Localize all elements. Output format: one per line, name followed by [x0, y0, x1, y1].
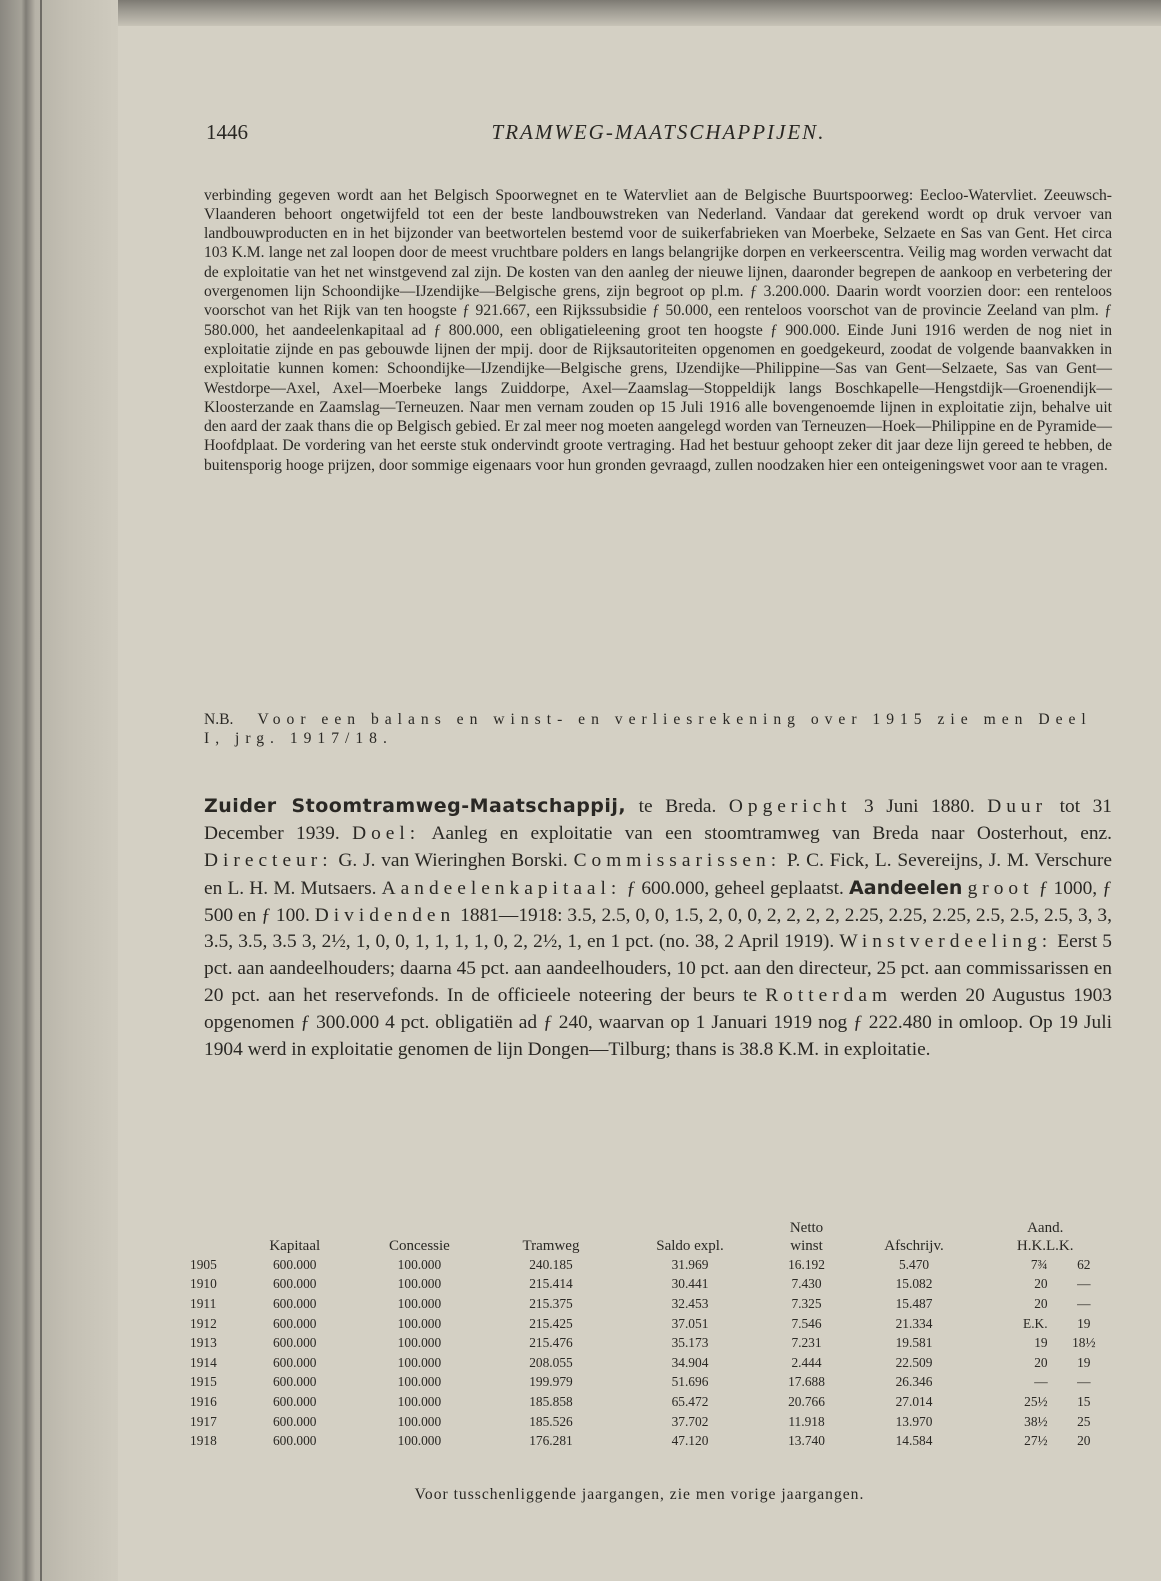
company-location: te Breda. — [626, 796, 729, 818]
kapitaal-cell: 600.000 — [272, 1413, 317, 1429]
duur-value: tot 31 December 1939. — [204, 796, 1113, 845]
saldo-cell: 51.696 — [671, 1374, 709, 1390]
afschrijv-cell: 22.509 — [895, 1354, 933, 1370]
nb-prefix: N.B. — [204, 710, 234, 728]
tramweg-cell: 215.414 — [529, 1276, 573, 1292]
kapitaal-cell: 600.000 — [272, 1276, 317, 1292]
tramweg-cell: 208.055 — [529, 1354, 573, 1370]
winstverdeeling-value: Eerst 5 pct. aan aandeelhouders; daarna 45 pct. aan aandeelhouders, 10 pct. aan den directeur, 25 pct. aan commissarissen en 20 pct. aan het reservefonds. In de officieele noteering der beurs te — [204, 931, 1113, 1006]
concessie-cell: 100.000 — [397, 1335, 442, 1351]
table-body — [190, 1255, 1110, 1451]
afschrijv-cell: 14.584 — [895, 1433, 933, 1449]
netto-cell: 20.766 — [788, 1393, 825, 1409]
netto-cell: 17.688 — [788, 1374, 825, 1390]
rotterdam-label: Rotterdam — [765, 984, 893, 1006]
groot-label: groot — [967, 877, 1034, 899]
concessie-cell: 100.000 — [397, 1374, 442, 1390]
concessie-cell: 100.000 — [397, 1433, 442, 1449]
kapitaal-cell: 600.000 — [272, 1374, 317, 1390]
directeur-value: G. J. van Wieringhen Borski. — [332, 849, 574, 871]
table-row — [190, 1275, 1110, 1295]
header-concessie: Concessie — [389, 1238, 450, 1254]
nb-note — [204, 710, 1112, 749]
footer-note: Voor tusschenliggende jaargangen, zie men vorige jaargangen. — [414, 1486, 865, 1503]
dividenden-label: Dividenden — [314, 904, 456, 926]
lk-cell: 19 — [1077, 1315, 1091, 1331]
hk-cell: — — [1034, 1374, 1048, 1390]
header-winst: winst — [790, 1238, 823, 1254]
hk-cell: 38½ — [1024, 1413, 1048, 1429]
year-cell: 1910 — [190, 1276, 217, 1292]
netto-cell: 7.325 — [791, 1295, 822, 1311]
hk-cell: 25½ — [1024, 1393, 1048, 1409]
afschrijv-cell: 27.014 — [895, 1393, 933, 1409]
kapitaal-value: ƒ 600.000, geheel geplaatst. — [621, 877, 850, 899]
kapitaal-cell: 600.000 — [272, 1393, 317, 1409]
scan-top-shadow — [118, 0, 1161, 26]
netto-cell: 7.546 — [791, 1315, 822, 1331]
kapitaal-cell: 600.000 — [272, 1354, 317, 1370]
table-row — [190, 1333, 1110, 1353]
year-cell: 1912 — [190, 1315, 217, 1331]
lk-cell: — — [1077, 1295, 1091, 1311]
concessie-cell: 100.000 — [397, 1295, 442, 1311]
saldo-cell: 47.120 — [671, 1433, 709, 1449]
lk-cell: 20 — [1077, 1433, 1091, 1449]
concessie-cell: 100.000 — [397, 1393, 442, 1409]
lk-cell: 15 — [1077, 1393, 1091, 1409]
scanned-book-edge — [0, 0, 118, 1581]
opgericht-value: 3 Juni 1880. — [851, 796, 988, 818]
saldo-cell: 34.904 — [671, 1354, 709, 1370]
table-row — [190, 1353, 1110, 1373]
netto-cell: 2.444 — [791, 1354, 822, 1370]
year-cell: 1915 — [190, 1374, 217, 1390]
kapitaal-cell: 600.000 — [272, 1433, 317, 1449]
doel-value: Aanleg en exploitatie van een stoomtramweg van Breda naar Oosterhout, enz. — [420, 823, 1112, 845]
page-number: 1446 — [206, 120, 248, 144]
saldo-cell: 30.441 — [671, 1276, 709, 1292]
year-cell: 1918 — [190, 1433, 217, 1449]
header-afschrijv: Afschrijv. — [884, 1238, 944, 1254]
lk-cell: 18½ — [1072, 1335, 1096, 1351]
page — [118, 26, 1161, 1581]
year-cell: 1914 — [190, 1354, 217, 1370]
table-row — [190, 1412, 1110, 1432]
netto-cell: 13.740 — [788, 1433, 825, 1449]
table-row — [190, 1314, 1110, 1334]
afschrijv-cell: 19.581 — [895, 1335, 933, 1351]
netto-cell: 16.192 — [788, 1256, 825, 1272]
tramweg-cell: 215.375 — [529, 1295, 573, 1311]
tramweg-cell: 199.979 — [529, 1374, 573, 1390]
header-hklk: H.K.L.K. — [1016, 1238, 1074, 1254]
tramweg-cell: 176.281 — [529, 1433, 573, 1449]
table-row — [190, 1294, 1110, 1314]
lk-cell: — — [1077, 1374, 1091, 1390]
company-rest: werden 20 Augustus 1903 opgenomen ƒ 300.000 4 pct. obligatiën ad ƒ 240, waarvan op 1 Januari 1919 nog ƒ 222.480 in omloop. Op 19 Juli 1904 werd in exploitatie genomen de lijn Dongen—Tilburg; thans is 38.8 K.M. in exploitatie. — [204, 984, 1113, 1060]
year-cell: 1911 — [190, 1295, 217, 1311]
header-aand: Aand. — [1027, 1220, 1064, 1236]
tramweg-cell: 185.526 — [529, 1413, 573, 1429]
tramweg-cell: 185.858 — [529, 1393, 573, 1409]
concessie-cell: 100.000 — [397, 1256, 442, 1272]
hk-cell: 20 — [1034, 1276, 1048, 1292]
concessie-cell: 100.000 — [397, 1276, 442, 1292]
financial-table — [190, 1219, 1110, 1451]
netto-cell: 11.918 — [788, 1413, 825, 1429]
winstverdeeling-label: Winstverdeeling: — [839, 931, 1053, 953]
header-netto: Netto — [789, 1220, 824, 1236]
opgericht-label: Opgericht — [728, 796, 852, 818]
table-header-row-2 — [190, 1237, 1110, 1255]
netto-cell: 7.430 — [791, 1276, 822, 1292]
hk-cell: 7¾ — [1030, 1256, 1048, 1272]
paragraph-continued: verbinding gegeven wordt aan het Belgisch Spoorwegnet en te Watervliet aan de Belgische Buurtspoorweg: Eecloo-Watervliet. Zeeuwsch-Vlaanderen behoort ongetwijfeld tot een der beste landbouwstreken van Nederland. Vandaar dat gerekend wordt op druk vervoer van landbouwproducten en in het bijzonder van beetwortelen bestemd voor de suikerfabrieken van Moerbeke, Selzaete en Sas van Gent. Het circa 103 K.M. lange net zal loopen door de meest vruchtbare polders en langs belangrijke dorpen en verkeerscentra. Veilig mag worden verwacht dat de exploitatie van het net winstgevend zal zijn. De kosten van den aanleg der nieuwe lijnen, daaronder begrepen de aankoop en verbetering der overgenomen lijn Schoondijke—IJzendijke—Belgische grens, zijn begroot op pl.m. ƒ 3.200.000. Daarin wordt voorzien door: een renteloos voorschot van het Rijk van ten hoogste ƒ 921.667, een Rijkssubsidie ƒ 50.000, een renteloos voorschot van de provincie Zeeland van plm. ƒ 580.000, het aandeelenkapitaal ad ƒ 800.000, een obligatieleening groot ten hoogste ƒ 900.000. Einde Juni 1916 werden de nog niet in exploitatie zijnde en pas gebouwde lijnen der mpij. door de Rijksautoriteiten opgenomen en goedgekeurd, zoodat de volgende baanvakken in exploitatie kunnen komen: Schoondijke—IJzendijke—Belgische grens, IJzendijke—Philippine—Sas van Gent—Selzaete, Sas van Gent—Westdorpe—Axel, Axel—Moerbeke langs Zuiddorpe, Axel—Zaamslag—Stoppeldijk langs Boschkapelle—Hengstdijk—Groenendijk—Kloosterzande en Zaamslag—Terneuzen. Naar men vernam zouden op 15 Juli 1916 alle bovengenoemde lijnen in exploitatie zijn, behalve uit den aard der zaak thans die op Belgisch gebied. Er zal meer nog moeten aangelegd worden van Terneuzen—Hoek—Philippine en de Pyramide—Hoofdplaat. De vordering van het eerste stuk ondervindt groote vertraging. Had het bestuur gehoopt zeker dit jaar deze lijn gereed te hebben, de buitensporig hooge prijzen, door sommige eigenaars voor hun gronden gevraagd, zullen noodzaken hier een onteigeningswet voor aan te vragen. — [204, 186, 1112, 474]
afschrijv-cell: 13.970 — [895, 1413, 933, 1429]
company-name: Zuider Stoomtramweg-Maatschappij, — [204, 795, 627, 818]
kapitaal-cell: 600.000 — [272, 1335, 317, 1351]
header-tramweg: Tramweg — [522, 1238, 580, 1254]
hk-cell: 20 — [1034, 1354, 1048, 1370]
kapitaal-cell: 600.000 — [272, 1315, 317, 1331]
commissarissen-label: Commissarissen: — [573, 849, 782, 871]
company-entry — [204, 793, 1112, 1063]
year-cell: 1917 — [190, 1413, 217, 1429]
table-row — [190, 1255, 1110, 1275]
saldo-cell: 37.051 — [671, 1315, 709, 1331]
saldo-cell: 32.453 — [671, 1295, 709, 1311]
duur-label: Duur — [987, 796, 1048, 818]
aandeelen-label: Aandeelen — [849, 876, 963, 899]
concessie-cell: 100.000 — [397, 1354, 442, 1370]
header-kapitaal: Kapitaal — [269, 1238, 321, 1254]
hk-cell: E.K. — [1023, 1315, 1048, 1331]
kapitaal-cell: 600.000 — [272, 1256, 317, 1272]
lk-cell: — — [1077, 1276, 1091, 1292]
table-row — [190, 1431, 1110, 1451]
hk-cell: 19 — [1034, 1335, 1048, 1351]
saldo-cell: 31.969 — [671, 1256, 709, 1272]
netto-cell: 7.231 — [791, 1335, 822, 1351]
running-title: TRAMWEG-MAATSCHAPPIJEN. — [491, 120, 826, 144]
kapitaal-cell: 600.000 — [272, 1295, 317, 1311]
table-row — [190, 1373, 1110, 1393]
concessie-cell: 100.000 — [397, 1315, 442, 1331]
year-cell: 1913 — [190, 1335, 217, 1351]
afschrijv-cell: 5.470 — [898, 1256, 930, 1272]
page-header — [206, 120, 1111, 150]
saldo-cell: 37.702 — [671, 1413, 709, 1429]
nb-text: Voor een balans en winst- en verliesrekening over 1915 zie men Deel I, jrg. 1917/18. — [204, 710, 1092, 747]
directeur-label: Directeur: — [204, 849, 333, 871]
lk-cell: 25 — [1077, 1413, 1091, 1429]
hk-cell: 27½ — [1024, 1433, 1048, 1449]
header-saldo: Saldo expl. — [656, 1238, 724, 1254]
doel-label: Doel: — [352, 823, 421, 845]
dividenden-value: 1881—1918: 3.5, 2.5, 0, 0, 1.5, 2, 0, 0, 2, 2, 2, 2, 2.25, 2.25, 2.25, 2.5, 2.5, 2.5, 3, 3, 3.5, 3.5, 3.5 3, 2½, 1, 0, 0, 1, 1, 1, 1, 0, 2, 2½, 1, en 1 pct. (no. 38, 2 April 1919). — [204, 904, 1112, 953]
saldo-cell: 35.173 — [671, 1335, 709, 1351]
hk-cell: 20 — [1034, 1295, 1048, 1311]
afschrijv-cell: 15.082 — [895, 1276, 933, 1292]
tramweg-cell: 240.185 — [529, 1256, 573, 1272]
table-row — [190, 1392, 1110, 1412]
afschrijv-cell: 21.334 — [895, 1315, 933, 1331]
commissarissen-value: P. C. Fick, L. Severeijns, J. M. Verschure en L. H. M. Mutsaers. — [204, 849, 1112, 899]
lk-cell: 62 — [1077, 1256, 1091, 1272]
table-header-row-1 — [190, 1219, 1110, 1237]
lk-cell: 19 — [1077, 1354, 1091, 1370]
groot-value: ƒ 1000, ƒ 500 en ƒ 100. — [204, 877, 1113, 926]
year-cell: 1905 — [190, 1256, 217, 1272]
concessie-cell: 100.000 — [397, 1413, 442, 1429]
afschrijv-cell: 26.346 — [895, 1374, 933, 1390]
saldo-cell: 65.472 — [671, 1393, 709, 1409]
tramweg-cell: 215.425 — [529, 1315, 573, 1331]
year-cell: 1916 — [190, 1393, 217, 1409]
kapitaal-label: Aandeelenkapitaal: — [381, 877, 622, 899]
tramweg-cell: 215.476 — [529, 1335, 573, 1351]
afschrijv-cell: 15.487 — [895, 1295, 933, 1311]
